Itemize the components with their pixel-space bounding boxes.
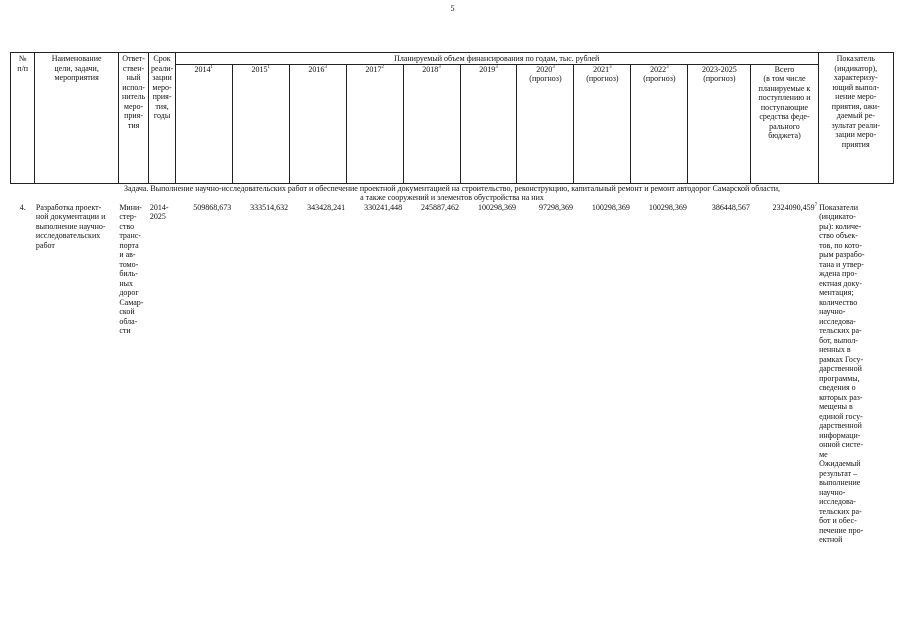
header-year: 2021$^3$ (прогноз)	[574, 64, 631, 183]
header-name: Наименование цели, задачи, мероприятия	[35, 53, 118, 184]
header-planned-financing: Планируемый объем финансирования по годам, тыс. рублей	[175, 53, 818, 65]
header-year: 2020$^3$ (прогноз)	[517, 64, 574, 183]
row-value-2014: 509868,673	[193, 202, 232, 212]
header-year: 2019$^3$	[460, 64, 517, 183]
header-num: № п/п	[11, 53, 35, 184]
row-indicator: Показатели (индикато- ры): количе- ство объек- тов, по кото- рым разрабо- тана и утвер- ждена про- ектная доку- ментация; количество научно- исследова- тельских ра- бот, выпол- ненных в рамках Госу- дарственной программы, сведения о которых раз- мещены в единой госу- дарственной информаци- онной систе- ме Ожидаемый результат – выполнение научно- исследова- тельских ра- бот и обес- печение про- ектной	[819, 202, 865, 544]
header-year: 2015$^1$	[232, 64, 289, 183]
row-value-2018: 245887,462	[421, 202, 460, 212]
header-executor: Ответ- ствен- ный испол- нитель меро- прия- тия	[118, 53, 149, 184]
table-row	[11, 203, 894, 545]
financing-table	[10, 52, 894, 545]
header-year: 2014$^1$	[175, 64, 232, 183]
header-term: Срок реали- зации меро- прия- тия, годы	[149, 53, 175, 184]
header-indicator: Показатель (индикатор), характеризу- ющий выпол- нение меро- приятия, ожи- даемый ре- зультат реали- зации меро- приятия	[818, 53, 893, 184]
row-value-2019: 100298,369	[477, 202, 516, 212]
table-header-row	[11, 53, 894, 65]
task-text: Задача. Выполнение научно-исследовательских работ и обеспечение проектной документацией на строительство, реконструкцию, капитальный ремонт и ремонт автодорог Самарской области, а также сооружений и элементов обустройства на них	[123, 183, 781, 202]
row-value-2021: 100298,369	[591, 202, 630, 212]
header-year: 2017$^2$	[346, 64, 403, 183]
row-value-2020: 97298,369	[538, 202, 573, 212]
row-num: 4.	[19, 202, 26, 212]
row-value-2022: 100298,369	[648, 202, 687, 212]
header-year: 2016$^3$	[289, 64, 346, 183]
row-name: Разработка проект- ной документации и выполнение научно- исследовательских работ	[35, 202, 106, 250]
header-year: 2018$^3$	[403, 64, 460, 183]
row-value-2023-2025: 386448,567	[711, 202, 750, 212]
page-number: 5	[450, 4, 455, 13]
row-value-2017: 330241,448	[364, 202, 403, 212]
row-total: 2324090,459$^7$	[772, 202, 818, 212]
task-row	[11, 183, 894, 203]
header-year: 2023-2025 (прогноз)	[688, 64, 751, 183]
row-value-2016: 343428,241	[307, 202, 346, 212]
header-year: 2022$^3$ (прогноз)	[631, 64, 688, 183]
row-value-2015: 333514,632	[250, 202, 289, 212]
header-total: Всего (в том числе планируемые к поступлению и поступающие средства феде- рального бюджета)	[751, 64, 818, 183]
row-executor: Мини- стер- ство транс- порта и ав- томо- биль- ных дорог Самар- ской обла- сти	[119, 202, 144, 335]
row-term: 2014- 2025	[149, 202, 169, 221]
